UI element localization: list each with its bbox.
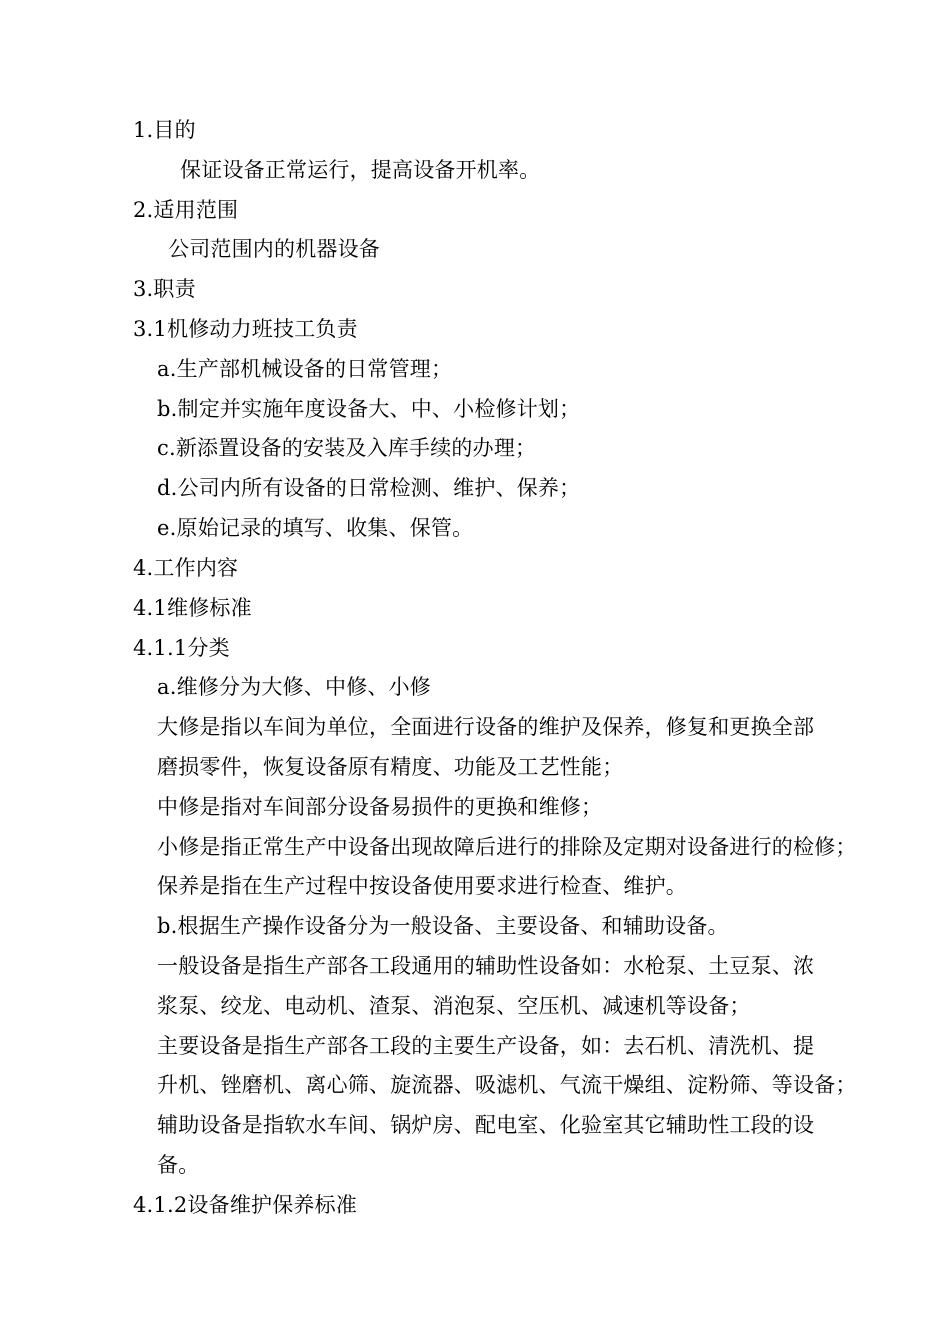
paragraph-line: b.根据生产操作设备分为一般设备、主要设备、和辅助设备。 <box>157 914 729 938</box>
paragraph-line: 主要设备是指生产部各工段的主要生产设备，如：去石机、清洗机、提 <box>157 1034 815 1058</box>
paragraph-line: 保养是指在生产过程中按设备使用要求进行检查、维护。 <box>157 874 687 898</box>
heading-scope: 2.适用范围 <box>133 198 239 222</box>
paragraph-line: 辅助设备是指软水车间、锅炉房、配电室、化验室其它辅助性工段的设 <box>157 1113 815 1137</box>
heading-4-1-2: 4.1.2设备维护保养标准 <box>133 1193 358 1217</box>
list-item-d: d.公司内所有设备的日常检测、维护、保养； <box>157 476 581 500</box>
paragraph-line: 一般设备是指生产部各工段通用的辅助性设备如：水枪泵、土豆泵、浓 <box>157 954 815 978</box>
list-item-e: e.原始记录的填写、收集、保管。 <box>157 516 474 540</box>
paragraph-line: a.维修分为大修、中修、小修 <box>157 675 431 699</box>
heading-purpose: 1.目的 <box>133 118 196 142</box>
paragraph-line: 大修是指以车间为单位，全面进行设备的维护及保养，修复和更换全部 <box>157 715 815 739</box>
heading-work-content: 4.工作内容 <box>133 556 239 580</box>
heading-responsibility: 3.职责 <box>133 277 196 301</box>
heading-4-1-1: 4.1.1分类 <box>133 636 230 660</box>
paragraph-line: 浆泵、绞龙、电动机、渣泵、消泡泵、空压机、减速机等设备； <box>157 994 751 1018</box>
list-item-a: a.生产部机械设备的日常管理； <box>157 357 453 381</box>
paragraph-line: 磨损零件，恢复设备原有精度、功能及工艺性能； <box>157 755 624 779</box>
paragraph-line: 升机、锉磨机、离心筛、旋流器、吸滤机、气流干燥组、淀粉筛、等设备； <box>157 1073 857 1097</box>
list-item-b: b.制定并实施年度设备大、中、小检修计划； <box>157 397 581 421</box>
list-item-c: c.新添置设备的安装及入库手续的办理； <box>157 436 537 460</box>
paragraph-line: 备。 <box>157 1153 200 1177</box>
scope-text: 公司范围内的机器设备 <box>168 237 380 261</box>
heading-4-1: 4.1维修标准 <box>133 596 252 620</box>
purpose-text: 保证设备正常运行，提高设备开机率。 <box>180 158 541 182</box>
paragraph-line: 小修是指正常生产中设备出现故障后进行的排除及定期对设备进行的检修； <box>157 835 857 859</box>
paragraph-line: 中修是指对车间部分设备易损件的更换和维修； <box>157 795 603 819</box>
heading-3-1: 3.1机修动力班技工负责 <box>133 317 358 341</box>
